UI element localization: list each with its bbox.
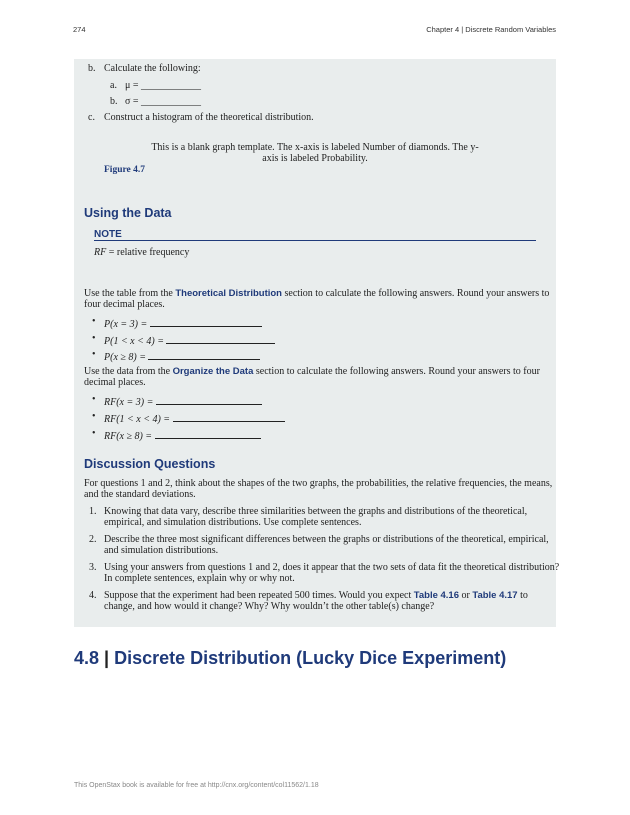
p1-pre: Use the table from the [84,288,176,299]
using-data-heading: Using the Data [84,206,172,220]
rf-expr-1: RF(x = 3) = [104,397,156,408]
answer-blank [155,429,261,439]
discussion-heading: Discussion Questions [84,457,216,471]
page-number: 274 [73,25,86,34]
paragraph-organize-line2: decimal places. [84,377,146,388]
item-b-a-letter: a. [110,80,117,91]
answer-blank [166,334,275,344]
table-4-16-link[interactable]: Table 4.16 [413,590,460,601]
note-divider [94,240,536,241]
section-name: Discrete Distribution (Lucky Dice Experiment) [114,648,507,668]
section-title [74,648,506,669]
p2-post: section to calculate the following answers. Round your answers to four [253,366,540,377]
list1-item-1 [104,317,262,331]
figure-alt-text-line2: axis is labeled Probability. [262,153,368,164]
list2-item-2 [104,412,285,426]
table-4-17-link[interactable]: Table 4.17 [472,590,518,601]
question-3-number: 3. [89,562,97,573]
list2-item-3 [104,429,261,443]
question-1-line2: empirical, and simulation distributions. Use complete sentences. [104,517,362,528]
item-b-text: Calculate the following: [104,63,201,74]
list1-item-3 [104,350,260,364]
answer-blank [148,350,260,360]
bullet: • [92,428,96,439]
bullet: • [92,333,96,344]
list2-item-1 [104,395,262,409]
prob-expr-1: P(x = 3) = [104,319,150,330]
question-3-line1: Using your answers from questions 1 and 2, does it appear that the two sets of data fit the theoretical distribution? [104,562,560,573]
question-4-line2: change, and how would it change? Why? Why wouldn’t the other table(s) change? [104,601,435,612]
question-2-line1: Describe the three most significant differences between the graphs or distributions of the theoretical, empirical, [104,534,549,545]
question-2-line2: and simulation distributions. [104,545,219,556]
question-4-number: 4. [89,590,97,601]
list1-item-2 [104,334,275,348]
paragraph-theoretical-line2: four decimal places. [84,299,165,310]
answer-blank [156,395,262,405]
bullet: • [92,394,96,405]
item-c-letter: c. [88,112,95,123]
question-1-line1: Knowing that data vary, describe three similarities between the graphs and distributions of the theoretical, [104,506,528,517]
note-label: NOTE [94,229,122,240]
mean-answer-line: μ = ____________ [125,80,202,91]
question-2-number: 2. [89,534,97,545]
discussion-intro-line2: and the standard deviations. [84,489,196,500]
item-b-b-letter: b. [110,96,118,107]
bullet: • [92,349,96,360]
organize-the-data-link[interactable]: Organize the Data [172,366,254,377]
q4-post: to [517,590,528,601]
paragraph-organize [84,366,540,378]
figure-label: Figure 4.7 [104,165,145,175]
note-text [94,247,189,259]
section-number: 4.8 [74,648,100,668]
sd-answer-line: σ = ____________ [125,96,202,107]
theoretical-distribution-link[interactable]: Theoretical Distribution [175,288,282,299]
item-b-letter: b. [88,63,96,74]
question-1-number: 1. [89,506,97,517]
bullet: • [92,411,96,422]
footer-text: This OpenStax book is available for free at http://cnx.org/content/col11562/1.18 [74,782,319,789]
note-rf-def: = relative frequency [106,247,190,258]
q4-mid: or [459,590,473,601]
question-3-line2: In complete sentences, explain why or why not. [104,573,295,584]
figure-alt-text-line1: This is a blank graph template. The x-axis is labeled Number of diamonds. The y- [151,142,479,153]
discussion-intro-line1: For questions 1 and 2, think about the shapes of the two graphs, the probabilities, the relative frequencies, the means, [84,478,553,489]
bullet: • [92,316,96,327]
p1-post: section to calculate the following answers. Round your answers to [281,288,550,299]
note-rf-var: RF [94,247,107,258]
q4-pre: Suppose that the experiment had been repeated 500 times. Would you expect [104,590,414,601]
chapter-header: Chapter 4 | Discrete Random Variables [426,25,556,34]
rf-expr-3: RF(x ≥ 8) = [104,431,155,442]
rf-expr-2: RF(1 < x < 4) = [104,414,173,425]
answer-blank [150,317,262,327]
prob-expr-3: P(x ≥ 8) = [104,352,149,363]
answer-blank [173,412,285,422]
p2-pre: Use the data from the [84,366,173,377]
prob-expr-2: P(1 < x < 4) = [104,336,167,347]
section-separator: | [104,648,110,668]
item-c-text: Construct a histogram of the theoretical distribution. [104,112,314,123]
